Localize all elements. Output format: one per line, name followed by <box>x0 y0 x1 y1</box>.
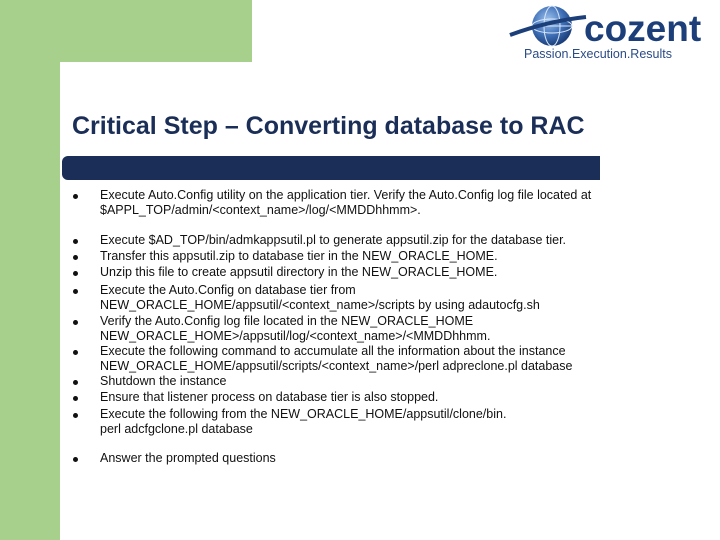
bullet-dot <box>73 320 78 325</box>
bullet-text <box>100 233 700 248</box>
bullet-line: Verify the Auto.Config log file located in the NEW_ORACLE_HOME <box>100 314 474 328</box>
logo-tagline: Passion.Execution.Results <box>524 47 672 61</box>
bullet-dot <box>73 396 78 401</box>
bullet-line: Shutdown the instance <box>100 374 227 388</box>
bullet-text <box>100 314 700 344</box>
title-underline-bar <box>62 156 600 180</box>
company-logo <box>508 5 713 65</box>
left-accent-band <box>0 0 60 540</box>
bullet-dot <box>73 271 78 276</box>
bullet-line: Transfer this appsutil.zip to database tier in the NEW_ORACLE_HOME. <box>100 249 498 263</box>
bullet-line: Execute the following from the NEW_ORACLE_HOME/appsutil/clone/bin. <box>100 407 507 421</box>
bullet-text <box>100 283 700 313</box>
bullet-text <box>100 344 700 374</box>
bullet-text <box>100 451 700 466</box>
bullet-line: NEW_ORACLE_HOME/appsutil/<context_name>/scripts by using adautocfg.sh <box>100 298 540 312</box>
bullet-line: Unzip this file to create appsutil directory in the NEW_ORACLE_HOME. <box>100 265 498 279</box>
bullet-dot <box>73 350 78 355</box>
bullet-line: Execute $AD_TOP/bin/admkappsutil.pl to generate appsutil.zip for the database tier. <box>100 233 567 247</box>
bullet-line: NEW_ORACLE_HOME/appsutil/scripts/<context_name>/perl adpreclone.pl database <box>100 359 573 373</box>
bullet-line: perl adcfgclone.pl database <box>100 422 253 436</box>
bullet-line: Ensure that listener process on database tier is also stopped. <box>100 390 439 404</box>
bullet-line: Execute the Auto.Config on database tier from <box>100 283 356 297</box>
bullet-text <box>100 249 700 264</box>
bullet-text <box>100 265 700 280</box>
top-accent-band <box>0 0 252 62</box>
bullet-line: Answer the prompted questions <box>100 451 276 465</box>
bullet-line: NEW_ORACLE_HOME>/appsutil/log/<context_name>/<MMDDhhmm. <box>100 329 491 343</box>
bullet-dot <box>73 457 78 462</box>
bullet-dot <box>73 255 78 260</box>
bullet-text <box>100 407 700 437</box>
bullet-dot <box>73 289 78 294</box>
bullet-text <box>100 188 700 218</box>
logo-wordmark: cozent <box>584 8 702 49</box>
globe-icon <box>508 5 588 49</box>
bullet-line: Execute Auto.Config utility on the application tier. Verify the Auto.Config log file located at <box>100 188 592 202</box>
bullet-dot <box>73 239 78 244</box>
bullet-line: Execute the following command to accumulate all the information about the instance <box>100 344 566 358</box>
slide-title: Critical Step – Converting database to RAC <box>72 112 585 140</box>
bullet-line: $APPL_TOP/admin/<context_name>/log/<MMDDhhmm>. <box>100 203 421 217</box>
bullet-text <box>100 390 700 405</box>
bullet-dot <box>73 413 78 418</box>
bullet-dot <box>73 380 78 385</box>
bullet-dot <box>73 194 78 199</box>
bullet-text <box>100 374 700 389</box>
